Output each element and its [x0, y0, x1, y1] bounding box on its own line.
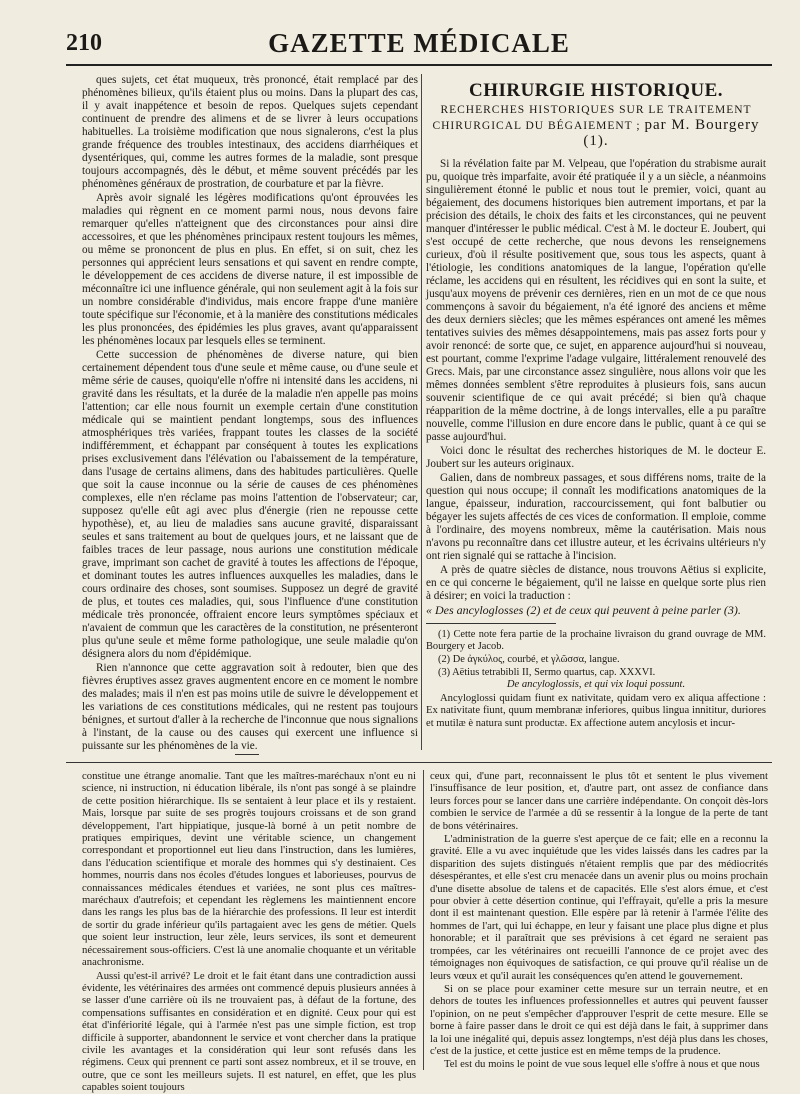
paragraph: ques sujets, cet état muqueux, très prononcé, était remplacé par des phénomènes bilieux, qu'ils étaient plus ou moins. Dans la plupart des cas, il y avait inappétence et besoin de repos. Quelques sujets cependant continuent de prendre des alimens et de se livrer à leurs occupations habituelles. La troisième modification que nous signalerons, c'est la plus grande fréquence des troubles intestinaux, des accidens diarrhéiques et dysentériques, qui, comme les autres formes de la maladie, sont presque toujours accompagnés, dès le début, et même souvent précédés par les phénomènes généraux de prostration, de courbature et par la fièvre.: [82, 74, 418, 190]
paragraph: L'administration de la guerre s'est aperçue de ce fait; elle en a reconnu la gravité. Elle a vu avec inquiétude que les vides laissés dans les cadres par la disparition des sujets distingués n'étaient remplis que par des médiocrités désespérantes, et elle s'est cru menacée dans un avenir plus ou moins prochain d'une disette absolue de talens et de capacités. Elle s'est alors émue, et c'est pour obvier à cette désertion continue, qui l'effrayait, qu'elle a pris la mesure dont il est maintenant question. Elle espère par là retenir à l'armée l'élite des hommes de l'art, qui lui échappe, en leur y faisant une place plus digne et plus honorable; et il paraîtrait que ses prévisions à cet égard ne seraient pas trompées, car les vétérinaires ont recueilli l'annonce de ce projet avec des témoignages non équivoques de satisfaction, ce qui prouve qu'il réalise un de leurs vœux et qu'il aurait les conséquences qu'en attend le gouvernement.: [430, 833, 768, 982]
footnote: (2) De ἀγκύλος, courbé, et γλῶσσα, langue.: [438, 654, 620, 665]
left-column-epidemic-article: [82, 74, 418, 750]
feuilleton-rule: [66, 762, 772, 763]
article-title: [426, 103, 766, 150]
paragraph: A près de quatre siècles de distance, nous trouvons Aëtius si explicite, en ce qui concerne le bégaiement, qu'il ne laisse en quelque sorte plus rien à désirer; en voici la traduction :: [426, 564, 766, 602]
paragraph: Si on se place pour examiner cette mesure sur un terrain neutre, et en dehors de toutes les influences professionnelles et autres qui peuvent fausser l'opinion, on ne peut s'empêcher d'approuver l'esprit de cette mesure. Elle se borne à faire passer dans le droit ce qui est déjà dans le fait, à supprimer dans la loi une inégalité qui, depuis assez longtemps, n'est déjà plus dans les choses, c'est de la justice, et cette justice est en même temps de la prudence.: [430, 982, 768, 1057]
latin-passage: [426, 679, 766, 730]
paragraph: Galien, dans de nombreux passages, et sous différens noms, traite de la question qui nous occupe; il connaît les modifications anatomiques de la langue, épaisseur, induration, raccourcissement, qui font balbutier ou bégayer les sujets affectés de ces vices de conformation. Il emploie, comme à l'ordinaire, des moyens nombreux, même la cautérisation. Mais nous n'avons pu reconnaître dans cet illustre auteur, et les écrivains ultérieurs n'y ont rien signalé qui se rattache à l'incision.: [426, 472, 766, 562]
bottom-left-column-veterinary: [82, 770, 416, 1094]
paragraph: Voici donc le résultat des recherches historiques de M. le docteur E. Joubert sur les auteurs originaux.: [426, 445, 766, 470]
column-divider-top: [421, 74, 422, 750]
right-column-historical-surgery: [426, 74, 766, 750]
page-header: [66, 22, 772, 58]
bottom-right-column-veterinary: [430, 770, 768, 1070]
paragraph: Aussi qu'est-il arrivé? Le droit et le fait étant dans une contradiction aussi évidente, les vétérinaires des armées ont commencé depuis plusieurs années à se lasser d'une carrière où ils ne trouvaient pas, à défaut de la fortune, des compensations suffisantes en considération et en dignité. Ceux pour qui est état d'infériorité légale, qui à l'armée n'est pas une simple fiction, est trop difficile à supporter, abandonnent le service et vont chercher dans la pratique civile les avantages et la considération qui leur sont refusés dans les régimens. Ceux qui prennent ce parti sont assez nombreux, et il se trouve, en outre, que ce sont les meilleurs sujets. Il est naturel, en effet, que les plus capables soient toujours: [82, 969, 416, 1094]
translation-quote: « Des ancyloglosses (2) et de ceux qui peuvent à peine parler (3).: [426, 603, 741, 617]
column-end-dash: [235, 754, 259, 755]
page-number: 210: [66, 30, 102, 56]
article-author: par M. Bourgery (1).: [583, 117, 760, 149]
journal-title: GAZETTE MÉDICALE: [268, 28, 570, 58]
paragraph: ceux qui, d'une part, reconnaissent le plus tôt et sentent le plus vivement l'insuffisance de leur position, et, d'autre part, ont assez de confiance dans leurs forces pour se lancer dans une carrière indépendante. On conçoit dès-lors combien le service de l'armée a dû se ressentir à la longue de la perte de tant de bons vétérinaires.: [430, 770, 768, 832]
footnote: (3) Aëtius tetrabibli II, Sermo quartus, cap. XXXVI.: [438, 667, 656, 678]
article-title-text: RECHERCHES HISTORIQUES SUR LE TRAITEMENT CHIRURGICAL DU BÉGAIEMENT ;: [432, 104, 752, 132]
paragraph: constitue une étrange anomalie. Tant que les maîtres-maréchaux n'ont eu ni science, ni instruction, ni éducation libérale, ils n'ont pas songé à se plaindre de cette position hiérarchique. Ils se sentaient à leur place et ils y restaient. Mais, lorsque par suite de ses progrès toujours croissans et de son grand développement, l'art hippiatique, jusque-là borné à un petit nombre de pratiques empiriques, devint une véritable science, un changement correspondant et proportionnel eut lieu dans l'instruction, dans les lumières, dans l'éducation scientifique et morale des hommes qui s'y destinaient. Ces hommes, nourris dans nos écoles d'études longues et laborieuses, pourvus de connaissances médicales étendues et variées, ne sont plus ces maîtres-maréchaux d'autrefois; et cependant les règlemens les maintiennent encore dans les rangs les plus bas de la hiérarchie des professions. Il leur est interdit de sortir du grade inférieur qu'ils partagaient avec les gens de métier. Quels que soient leur instruction, leur zèle, leurs services, ils sont et demeurent nécessairement sous-officiers. C'est là une anomalie choquante et un véritable anachronisme.: [82, 770, 416, 969]
paragraph: Après avoir signalé les légères modifications qu'ont éprouvées les maladies qui règnent en ce moment parmi nous, nous devons faire remarquer qu'elles n'atteignent que des circonstances pour ainsi dire accessoires, et que les phénomènes principaux restent toujours les mêmes, ou même se prononcent de plus en plus. En effet, si on suit, chez les personnes qui apprécient leurs sensations et qui savent en rendre compte, le développement de ces accidens de diverse nature, il est impossible de méconnaître ici une influence générale, qui non seulement agit à la fois sur un nombre considérable d'individus, mais encore frappe d'une manière toute spécifique sur l'économie, et à la manière des constitutions médicales les plus prononcées, des épidémies les plus graves, avant qu'apparaissent les phénomènes locaux par lesquels elles se terminent.: [82, 192, 418, 347]
footnote: (1) Cette note fera partie de la prochaine livraison du grand ouvrage de MM. Bourgery et Jacob.: [426, 629, 766, 652]
latin-text: Ancyloglossi quidam fiunt ex nativitate, quidam vero ex aliqua affectione : Ex nativitate fiunt, quum membranæ inferiores, quibus lingua innititur, duriores et mutilæ è natura sunt productæ. Ex affectione autem ancylosis et incur-: [426, 692, 766, 729]
footnotes: [426, 629, 766, 679]
paragraph: Cette succession de phénomènes de diverse nature, qui bien certainement dépendent tous d'une seule et même cause, ou d'une seule et même série de causes, quoiqu'elle n'offre ni intensité dans les accidens, ni gravité dans les résultats, et la durée de la maladie n'en appelle pas moins l'attention; car elle nous fournit un exemple certain d'une constitution médicale qui se maintient pendant longtemps, sous des influences atmosphériques très variées, frappant toutes les classes de la société indifféremment, et échappant par conséquent à toutes les explications prises exclusivement dans l'élévation ou l'abaissement de la température, dans l'usage de certains alimens, dans des habitudes particulières. Quelle que soit la cause inconnue ou la série de causes de ces phénomènes complexes, elle n'en réclame pas moins l'attention de l'observateur; car, supposez qu'elle eût agi avec plus d'énergie (rien ne repousse cette hypothèse), et, au lieu de maladies sans aucune gravité, disparaissant seules et sans traitement au bout de quelques jours, et ne laissant que de faibles traces de leur passage, nous aurions une constitution médicale grave, imprimant son cachet de gravité à toutes les affections de l'époque, et dominant toutes les autres influences auxquelles les maladies, dans le cours ordinaire des choses, sont soumises. Supposez un degré de gravité de plus, et toutes ces maladies, qui, sous l'influence d'une constitution médicale très prononcée, offraient encore leurs symptômes spéciaux et n'avaient de commun que les caractères de la constitution, ne présenteront plus qu'une seule et même forme pathologique, une seule maladie qu'on désignera alors du nom d'épidémique.: [82, 349, 418, 660]
footnote-rule: [426, 623, 556, 624]
latin-title: De ancyloglossis, et qui vix loqui possunt.: [506, 679, 686, 690]
section-title: CHIRURGIE HISTORIQUE.: [468, 80, 724, 101]
header-rule: [66, 64, 772, 66]
paragraph: Rien n'annonce que cette aggravation soit à redouter, bien que des fièvres éruptives assez graves augmentent encore en ce moment le nombre des malades; mais il n'en est pas moins utile de suivre le développement et les variations de ces constitutions médicales, qui ne restent pas toujours bénignes, et surtout d'aller à la recherche de l'inconnue que nous signalions à l'instant, de la cause ou des causes qui exercent une influence si puissante sur les phénomènes de la vie.: [82, 662, 418, 752]
paragraph: Tel est du moins le point de vue sous lequel elle s'offre à nous et que nous: [444, 1058, 760, 1071]
paragraph: Si la révélation faite par M. Velpeau, que l'opération du strabisme aurait pu, quoique très imparfaite, avoir été pratiquée il y a un siècle, a néanmoins singulièrement étonné le public et nous tout le premier, voici, quant au bégaiement, des documens historiques bien autrement importans, et par la précision des détails, le choix des faits et les circonstances, qui ne peuvent manquer d'intéresser le public médical. C'est à M. le docteur E. Joubert, qui s'est occupé de cette recherche, que nous devons les renseignemens curieux, d'où il résulte positivement que, sous tous les aspects, quant à l'étiologie, les conditions anatomiques de la langue, l'opération qu'elle réclame, les accidens qui en résultent, les récidives qui en sont la suite, et jusqu'aux moyens de prévenir ces dernières, rien en un mot de ce que nous commençons à savoir du bégaiement, n'a été ignoré des anciens et même des deux derniers siècles; que les mêmes espérances ont amené les mêmes tentatives suivies des mêmes désappointemens, mais pas assez forts pour y avoir renoncé: de sorte que, ce sujet, en apparence aujourd'hui si nouveau, est pourtant, comme l'exprime l'adage vulgaire, littéralement renouvelé des Grecs. Mais, par une circonstance assez singulière, nous allons voir que les mêmes données semblent s'être reproduites à plusieurs fois, sans aucun souvenir scientifique de ce qui avait précédé; si bien qu'à chaque réapparition de la même doctrine, à de longs intervalles, elle a pu paraître nouvelle, comme l'illusion en dure encore dans le public, quant à ce qui se passe aujourd'hui.: [426, 158, 766, 443]
column-divider-bottom: [423, 770, 424, 1070]
